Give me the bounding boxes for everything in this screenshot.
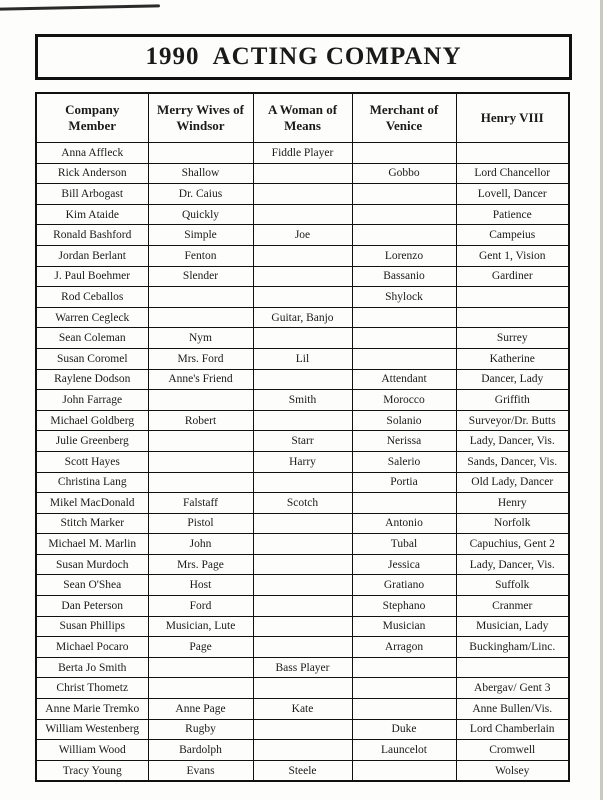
table-cell: Dan Peterson bbox=[36, 596, 148, 617]
table-cell: Dancer, Lady bbox=[456, 369, 569, 390]
table-cell: Simple bbox=[148, 225, 253, 246]
table-row bbox=[36, 719, 569, 740]
table-row bbox=[36, 204, 569, 225]
table-cell: Launcelot bbox=[352, 740, 456, 761]
table-cell: Attendant bbox=[352, 369, 456, 390]
table-cell bbox=[352, 348, 456, 369]
table-cell: Steele bbox=[253, 760, 352, 781]
table-cell: Solanio bbox=[352, 410, 456, 431]
table-cell: Bill Arbogast bbox=[36, 184, 148, 205]
table-cell: Wolsey bbox=[456, 760, 569, 781]
table-row bbox=[36, 307, 569, 328]
table-cell: Bass Player bbox=[253, 657, 352, 678]
table-cell: Sands, Dancer, Vis. bbox=[456, 451, 569, 472]
table-cell: Norfolk bbox=[456, 513, 569, 534]
table-cell bbox=[352, 225, 456, 246]
table-cell: Nym bbox=[148, 328, 253, 349]
table-row bbox=[36, 287, 569, 308]
table-cell: Susan Coromel bbox=[36, 348, 148, 369]
table-cell: Lord Chancellor bbox=[456, 163, 569, 184]
table-cell: Berta Jo Smith bbox=[36, 657, 148, 678]
table-cell: Lady, Dancer, Vis. bbox=[456, 554, 569, 575]
table-row bbox=[36, 184, 569, 205]
table-cell: Henry bbox=[456, 493, 569, 514]
table-cell: Musician bbox=[352, 616, 456, 637]
table-row bbox=[36, 554, 569, 575]
table-cell: Lorenzo bbox=[352, 245, 456, 266]
table-cell: Griffith bbox=[456, 390, 569, 411]
table-cell bbox=[352, 184, 456, 205]
table-cell bbox=[253, 410, 352, 431]
column-header: Henry VIII bbox=[456, 93, 569, 143]
scan-artifact bbox=[0, 4, 160, 10]
table-cell: Rugby bbox=[148, 719, 253, 740]
table-cell: Gent 1, Vision bbox=[456, 245, 569, 266]
table-cell: Susan Murdoch bbox=[36, 554, 148, 575]
table-cell bbox=[148, 143, 253, 164]
table-cell: Slender bbox=[148, 266, 253, 287]
table-cell: Musician, Lady bbox=[456, 616, 569, 637]
table-cell: Mrs. Ford bbox=[148, 348, 253, 369]
table-cell: Fenton bbox=[148, 245, 253, 266]
table-cell bbox=[253, 616, 352, 637]
table-cell: Anne's Friend bbox=[148, 369, 253, 390]
table-row bbox=[36, 225, 569, 246]
table-cell bbox=[253, 740, 352, 761]
table-cell: Lord Chamberlain bbox=[456, 719, 569, 740]
table-cell bbox=[352, 307, 456, 328]
table-row bbox=[36, 472, 569, 493]
table-cell bbox=[253, 719, 352, 740]
table-cell: Stitch Marker bbox=[36, 513, 148, 534]
table-cell bbox=[456, 143, 569, 164]
table-cell bbox=[253, 184, 352, 205]
table-cell bbox=[253, 287, 352, 308]
table-cell: Fiddle Player bbox=[253, 143, 352, 164]
table-row bbox=[36, 637, 569, 658]
table-cell bbox=[352, 143, 456, 164]
table-row bbox=[36, 410, 569, 431]
table-body bbox=[36, 143, 569, 782]
table-cell: Michael M. Marlin bbox=[36, 534, 148, 555]
table-cell bbox=[253, 266, 352, 287]
table-cell: Christina Lang bbox=[36, 472, 148, 493]
table-cell: Stephano bbox=[352, 596, 456, 617]
table-cell: Anne Bullen/Vis. bbox=[456, 699, 569, 720]
table-cell: Scotch bbox=[253, 493, 352, 514]
table-cell: Julie Greenberg bbox=[36, 431, 148, 452]
table-cell bbox=[253, 204, 352, 225]
table-row bbox=[36, 760, 569, 781]
table-cell bbox=[253, 472, 352, 493]
table-cell: Antonio bbox=[352, 513, 456, 534]
table-cell: Gobbo bbox=[352, 163, 456, 184]
table-row bbox=[36, 390, 569, 411]
table-row bbox=[36, 266, 569, 287]
table-cell bbox=[148, 287, 253, 308]
table-cell: Anne Page bbox=[148, 699, 253, 720]
table-cell: Kim Ataide bbox=[36, 204, 148, 225]
table-cell bbox=[352, 699, 456, 720]
table-cell: Salerio bbox=[352, 451, 456, 472]
table-cell: Starr bbox=[253, 431, 352, 452]
table-row bbox=[36, 657, 569, 678]
table-cell: Mrs. Page bbox=[148, 554, 253, 575]
table-cell: Musician, Lute bbox=[148, 616, 253, 637]
table-cell: Portia bbox=[352, 472, 456, 493]
table-cell: Duke bbox=[352, 719, 456, 740]
table-cell: Evans bbox=[148, 760, 253, 781]
table-cell bbox=[148, 390, 253, 411]
table-cell bbox=[253, 245, 352, 266]
table-cell: Capuchius, Gent 2 bbox=[456, 534, 569, 555]
table-cell: Abergav/ Gent 3 bbox=[456, 678, 569, 699]
table-cell: Guitar, Banjo bbox=[253, 307, 352, 328]
table-cell bbox=[352, 328, 456, 349]
table-cell: Michael Goldberg bbox=[36, 410, 148, 431]
table-cell bbox=[253, 554, 352, 575]
table-row bbox=[36, 245, 569, 266]
table-cell: Rick Anderson bbox=[36, 163, 148, 184]
table-cell: Page bbox=[148, 637, 253, 658]
table-cell bbox=[352, 678, 456, 699]
table-cell bbox=[148, 431, 253, 452]
table-cell bbox=[253, 637, 352, 658]
table-cell: Old Lady, Dancer bbox=[456, 472, 569, 493]
table-cell bbox=[148, 678, 253, 699]
table-row bbox=[36, 451, 569, 472]
table-cell: Sean O'Shea bbox=[36, 575, 148, 596]
table-cell bbox=[148, 657, 253, 678]
table-cell: Surveyor/Dr. Butts bbox=[456, 410, 569, 431]
table-cell: William Wood bbox=[36, 740, 148, 761]
table-row bbox=[36, 575, 569, 596]
table-cell: Cranmer bbox=[456, 596, 569, 617]
table-cell: Gratiano bbox=[352, 575, 456, 596]
table-cell: Dr. Caius bbox=[148, 184, 253, 205]
table-row bbox=[36, 493, 569, 514]
table-cell: Surrey bbox=[456, 328, 569, 349]
table-cell: Raylene Dodson bbox=[36, 369, 148, 390]
table-cell: Bardolph bbox=[148, 740, 253, 761]
table-cell: Anne Marie Tremko bbox=[36, 699, 148, 720]
table-cell: Michael Pocaro bbox=[36, 637, 148, 658]
table-cell bbox=[253, 596, 352, 617]
table-cell bbox=[253, 534, 352, 555]
column-header: Company Member bbox=[36, 93, 148, 143]
table-row bbox=[36, 699, 569, 720]
table-cell: Lil bbox=[253, 348, 352, 369]
table-cell: Jordan Berlant bbox=[36, 245, 148, 266]
table-cell: Harry bbox=[253, 451, 352, 472]
column-header: A Woman of Means bbox=[253, 93, 352, 143]
table-cell bbox=[456, 287, 569, 308]
table-cell: Joe bbox=[253, 225, 352, 246]
table-cell: Falstaff bbox=[148, 493, 253, 514]
table-cell: Kate bbox=[253, 699, 352, 720]
table-row bbox=[36, 431, 569, 452]
table-cell: Nerissa bbox=[352, 431, 456, 452]
table-cell: Quickly bbox=[148, 204, 253, 225]
table-cell: Shallow bbox=[148, 163, 253, 184]
table-row bbox=[36, 596, 569, 617]
header-row bbox=[36, 93, 569, 143]
table-cell bbox=[456, 657, 569, 678]
table-row bbox=[36, 328, 569, 349]
table-row bbox=[36, 348, 569, 369]
table-row bbox=[36, 678, 569, 699]
table-cell: Susan Phillips bbox=[36, 616, 148, 637]
table-cell bbox=[148, 307, 253, 328]
table-cell: Sean Coleman bbox=[36, 328, 148, 349]
table-cell: Morocco bbox=[352, 390, 456, 411]
table-cell: John bbox=[148, 534, 253, 555]
table-cell: Jessica bbox=[352, 554, 456, 575]
table-cell: Mikel MacDonald bbox=[36, 493, 148, 514]
table-cell: Ronald Bashford bbox=[36, 225, 148, 246]
table-cell: Campeius bbox=[456, 225, 569, 246]
table-cell bbox=[352, 760, 456, 781]
table-cell: Christ Thometz bbox=[36, 678, 148, 699]
table-cell bbox=[253, 678, 352, 699]
table-cell bbox=[352, 493, 456, 514]
table-cell: Lovell, Dancer bbox=[456, 184, 569, 205]
table-cell: Patience bbox=[456, 204, 569, 225]
table-cell: John Farrage bbox=[36, 390, 148, 411]
table-cell: Arragon bbox=[352, 637, 456, 658]
table-cell: Gardiner bbox=[456, 266, 569, 287]
table-cell: Rod Ceballos bbox=[36, 287, 148, 308]
table-cell bbox=[352, 657, 456, 678]
table-row bbox=[36, 163, 569, 184]
table-cell bbox=[352, 204, 456, 225]
table-cell: Smith bbox=[253, 390, 352, 411]
table-cell: Shylock bbox=[352, 287, 456, 308]
table-cell: Katherine bbox=[456, 348, 569, 369]
table-cell bbox=[456, 307, 569, 328]
table-row bbox=[36, 740, 569, 761]
table-cell bbox=[253, 369, 352, 390]
table-cell: Cromwell bbox=[456, 740, 569, 761]
table-cell: Pistol bbox=[148, 513, 253, 534]
table-cell: Robert bbox=[148, 410, 253, 431]
table-row bbox=[36, 513, 569, 534]
table-cell: Tracy Young bbox=[36, 760, 148, 781]
table-cell: Warren Cegleck bbox=[36, 307, 148, 328]
table-cell bbox=[253, 328, 352, 349]
table-cell: Ford bbox=[148, 596, 253, 617]
column-header: Merry Wives of Windsor bbox=[148, 93, 253, 143]
table-cell: Buckingham/Linc. bbox=[456, 637, 569, 658]
table-cell bbox=[148, 472, 253, 493]
table-cell bbox=[253, 163, 352, 184]
table-cell: Anna Affleck bbox=[36, 143, 148, 164]
table-row bbox=[36, 143, 569, 164]
table-row bbox=[36, 369, 569, 390]
table-cell: J. Paul Boehmer bbox=[36, 266, 148, 287]
table-cell bbox=[253, 575, 352, 596]
table-header bbox=[36, 93, 569, 143]
title-box bbox=[35, 34, 572, 80]
table-cell: William Westenberg bbox=[36, 719, 148, 740]
table-cell: Scott Hayes bbox=[36, 451, 148, 472]
table-row bbox=[36, 616, 569, 637]
table-cell: Lady, Dancer, Vis. bbox=[456, 431, 569, 452]
page-title: 1990 ACTING COMPANY bbox=[145, 43, 462, 70]
table-cell: Host bbox=[148, 575, 253, 596]
table-cell: Tubal bbox=[352, 534, 456, 555]
table-cell: Bassanio bbox=[352, 266, 456, 287]
table-cell bbox=[253, 513, 352, 534]
table-cell bbox=[148, 451, 253, 472]
table-row bbox=[36, 534, 569, 555]
acting-company-table bbox=[35, 92, 570, 782]
table-cell: Suffolk bbox=[456, 575, 569, 596]
column-header: Merchant of Venice bbox=[352, 93, 456, 143]
